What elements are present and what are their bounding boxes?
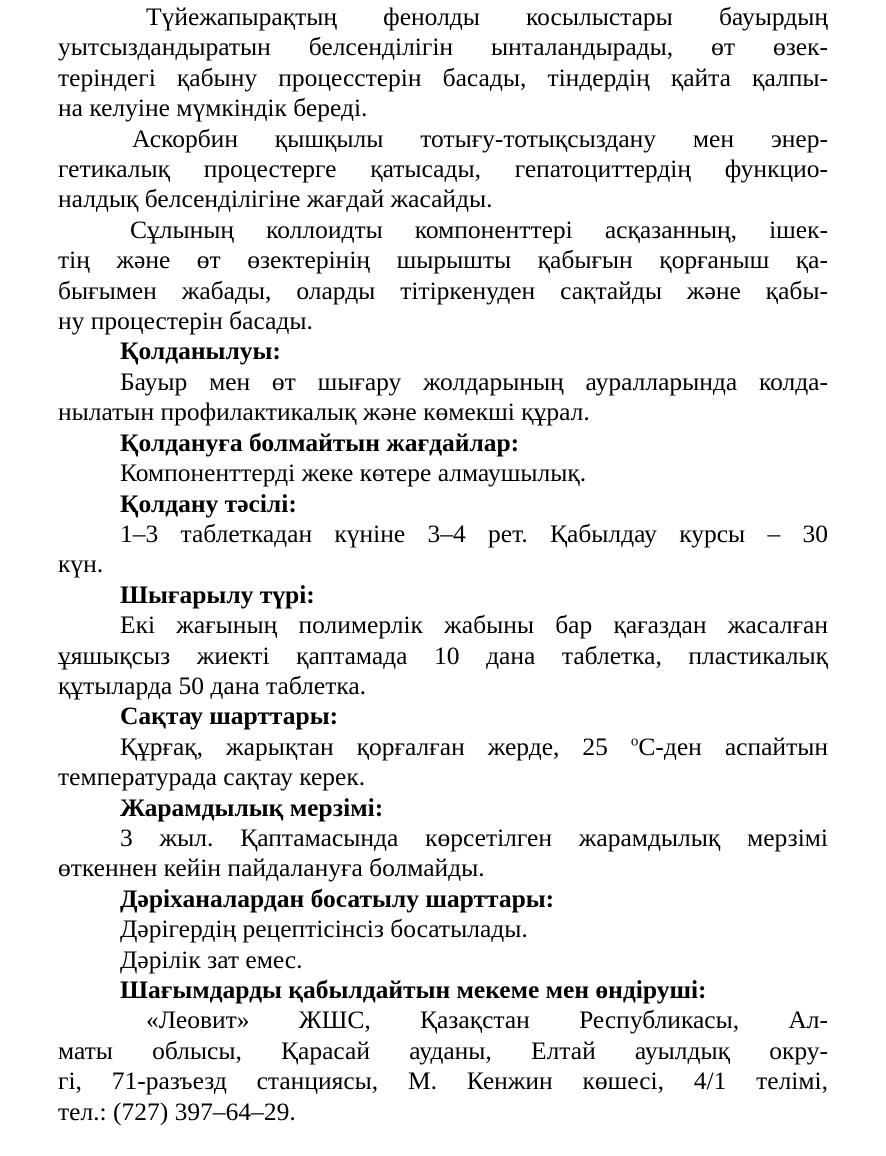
text-line: Бауыр мен өт шығару жолдарының ауралларында колда-	[120, 366, 828, 396]
paragraph-oat	[58, 215, 828, 337]
text-line: гі, 71-разъезд станциясы, М. Кенжин көшесі, 4/1 телімі,	[58, 1066, 828, 1096]
paragraph-manufacturer	[58, 1005, 828, 1127]
text-line: тің және өт өзектерінің шырышты қабығын қорғаныш қа-	[58, 245, 828, 275]
text-line: уытсыздандыратын белсенділігін ынталандырады, өт өзек-	[58, 32, 828, 62]
text-line: өткеннен кейін пайдалануға болмайды.	[58, 853, 485, 883]
text-line: Сұлының коллоидты компоненттері асқазанның, ішек-	[130, 214, 828, 244]
text-line: нылатын профилактикалық және көмекші құрал.	[58, 397, 590, 427]
heading-method: Қолдану тәсілі:	[120, 488, 297, 518]
paragraph-method	[58, 519, 828, 580]
paragraph-contraindications	[58, 458, 828, 488]
text-line: Аскорбин қышқылы тотығу-тотықсыздану мен энер-	[132, 123, 828, 153]
text-line: ну процестерін басады.	[58, 306, 313, 336]
degree-mark: о	[630, 733, 639, 750]
heading-contraindications: Қолдануға болмайтын жағдайлар:	[120, 427, 520, 457]
heading-shelf-life: Жарамдылық мерзімі:	[120, 792, 384, 822]
text-line: Дәрігердің рецептісінсіз босатылады.	[120, 914, 528, 944]
paragraph-storage	[58, 732, 828, 793]
paragraph-shelf-life	[58, 823, 828, 884]
text-line: на келуіне мүмкіндік береді.	[58, 93, 368, 123]
heading-dispensing: Дәріханалардан босатылу шарттары:	[120, 883, 555, 913]
heading-usage: Қолданылуы:	[120, 336, 281, 366]
text-line: 1–3 таблеткадан күніне 3–4 рет. Қабылдау курсы – 30	[120, 518, 828, 548]
text-line: маты облысы, Қарасай ауданы, Елтай ауылдық окру-	[58, 1035, 828, 1065]
heading-storage: Сақтау шарттары:	[120, 701, 339, 731]
text-line: ұяшықсыз жиекті қаптамада 10 дана таблетка, пластикалық	[58, 640, 828, 670]
text-line	[58, 732, 828, 762]
heading-manufacturer: Шағымдарды қабылдайтын мекеме мен өндіруші:	[120, 975, 707, 1004]
text-line: күн.	[58, 549, 104, 579]
text-line: гетикалық процестерге қатысады, гепатоциттердің функцио-	[58, 154, 828, 184]
storage-text-end: С-ден аспайтын	[638, 731, 828, 761]
text-line: Түйежапырақтың фенолды косылыстары бауырдың	[146, 2, 828, 31]
text-line: тел.: (727) 397–64–29.	[58, 1096, 296, 1126]
paragraph-dispensing	[58, 914, 828, 975]
text-line: бығымен жабады, оларды тітіркенуден сақтайды және қабы-	[58, 275, 828, 305]
text-line: құтыларда 50 дана таблетка.	[58, 670, 367, 700]
text-line: теріндегі қабыну процесстерін басады, тіндердің қайта қалпы-	[58, 62, 828, 92]
text-line: «Леовит» ЖШС, Қазақстан Республикасы, Ал-	[146, 1005, 828, 1035]
storage-text-start: Құрғақ, жарықтан қорғалған жерде, 25	[120, 731, 631, 761]
paragraph-usage	[58, 367, 828, 428]
heading-form: Шығарылу түрі:	[120, 579, 315, 609]
paragraph-phenol	[58, 2, 828, 124]
text-line: налдық белсенділігіне жағдай жасайды.	[58, 184, 493, 214]
text-line: Дәрілік зат емес.	[120, 944, 303, 974]
text-line: Екі жағының полимерлік жабыны бар қағаздан жасалған	[120, 610, 828, 640]
text-line: температурада сақтау керек.	[58, 762, 366, 792]
text-line: Компоненттерді жеке көтере алмаушылық.	[120, 458, 587, 488]
paragraph-form	[58, 610, 828, 701]
text-line: 3 жыл. Қаптамасында көрсетілген жарамдылық мерзімі	[120, 822, 828, 852]
paragraph-ascorbic	[58, 124, 828, 215]
